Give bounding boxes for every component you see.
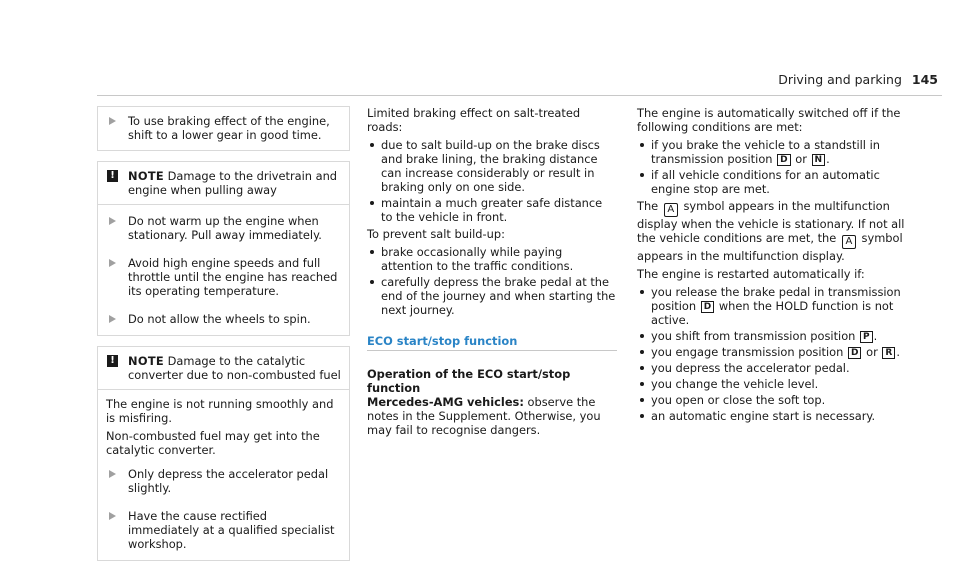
- column-left: [97, 106, 350, 561]
- gear-p-icon: P: [860, 331, 873, 343]
- warning-icon: !: [107, 170, 118, 182]
- arrow-icon: [109, 217, 116, 225]
- list-item: if you brake the vehicle to a standstill in transmission position D or N .: [637, 138, 917, 166]
- step-text: Have the cause rectified immediately at a qualified specialist workshop.: [128, 509, 335, 551]
- step-text: Only depress the accelerator pedal slightly.: [128, 467, 329, 495]
- note: [106, 169, 341, 197]
- note-steps: [98, 204, 349, 335]
- column-right: [637, 106, 917, 426]
- sub-heading: Operation of the ECO start/stop function: [367, 367, 571, 395]
- note-paragraph: Non-combusted fuel may get into the catalytic converter.: [106, 429, 320, 457]
- note-text: Damage to the drivetrain and engine when pulling away: [128, 169, 338, 197]
- bullet-list: [637, 285, 917, 423]
- bullet-list: [367, 138, 617, 224]
- instruction-step: [106, 214, 341, 242]
- note-box-catalytic: [97, 346, 350, 561]
- gear-n-icon: N: [812, 154, 826, 166]
- arrow-icon: [109, 259, 116, 267]
- list-item: if all vehicle conditions for an automatic engine stop are met.: [637, 168, 917, 196]
- list-item: maintain a much greater safe distance to the vehicle in front.: [367, 196, 617, 224]
- gear-d-icon: D: [701, 301, 714, 313]
- list-item: carefully depress the brake pedal at the end of the journey and when starting the next journey.: [367, 275, 617, 317]
- paragraph: Limited braking effect on salt-treated roads:: [367, 106, 581, 134]
- header-divider: [97, 95, 942, 96]
- section-heading: [367, 334, 617, 351]
- step-text: To use braking effect of the engine, shift to a lower gear in good time.: [128, 114, 330, 142]
- bullet-list: [367, 245, 617, 317]
- list-item: you change the vehicle level.: [637, 377, 917, 391]
- gear-d-icon: D: [777, 154, 790, 166]
- paragraph: To prevent salt build-up:: [367, 227, 505, 241]
- arrow-icon: [109, 470, 116, 478]
- note-header: [98, 347, 349, 389]
- warning-icon: !: [107, 355, 118, 367]
- arrow-icon: [109, 117, 116, 125]
- list-item: you shift from transmission position P .: [637, 329, 917, 343]
- section-title: ECO start/stop function: [367, 334, 518, 348]
- paragraph: The A symbol appears in the multifunction display when the vehicle is stationary. If not all the vehicle conditions are met, the A symbol appears in the multifunction display.: [637, 199, 905, 263]
- note-label: NOTE: [128, 169, 164, 183]
- paragraph: The engine is restarted automatically if:: [637, 267, 865, 281]
- header-section: Driving and parking: [778, 72, 902, 87]
- list-item: you release the brake pedal in transmission position D when the HOLD function is not active.: [637, 285, 917, 327]
- note-text: Damage to the catalytic converter due to non-combusted fuel: [128, 354, 341, 382]
- instruction-step: [106, 509, 341, 551]
- arrow-icon: [109, 315, 116, 323]
- page-header: [778, 73, 938, 87]
- gear-r-icon: R: [882, 347, 895, 359]
- note-paragraph: The engine is not running smoothly and is misfiring.: [106, 397, 334, 425]
- list-item: brake occasionally while paying attention to the traffic conditions.: [367, 245, 617, 273]
- step-text: Do not warm up the engine when stationary. Pull away immediately.: [128, 214, 322, 242]
- gear-d-icon: D: [848, 347, 861, 359]
- amg-text: observe the notes in the Supplement. Otherwise, you may fail to recognise dangers.: [367, 395, 601, 437]
- page-number: 145: [911, 72, 938, 87]
- list-item: an automatic engine start is necessary.: [637, 409, 917, 423]
- note-box-drivetrain: [97, 161, 350, 336]
- list-item: you open or close the soft top.: [637, 393, 917, 407]
- instruction-step: [106, 467, 341, 495]
- instruction-step: [106, 256, 341, 298]
- note-header: [98, 162, 349, 204]
- note: [106, 354, 341, 382]
- list-item: you engage transmission position D or R .: [637, 345, 917, 359]
- eco-start-stop-icon: A: [842, 235, 856, 249]
- box-row: [98, 107, 349, 150]
- step-text: Do not allow the wheels to spin.: [128, 312, 311, 326]
- instruction-step: [106, 312, 341, 326]
- note-body: [98, 389, 349, 560]
- instruction-box: [97, 106, 350, 151]
- list-item: you depress the accelerator pedal.: [637, 361, 917, 375]
- instruction-step: [106, 114, 341, 142]
- arrow-icon: [109, 512, 116, 520]
- subsection: [367, 367, 617, 437]
- note-label: NOTE: [128, 354, 164, 368]
- amg-label: Mercedes-AMG vehicles:: [367, 395, 524, 409]
- list-item: due to salt build-up on the brake discs and brake lining, the braking distance can increase considerably or result in braking only on one side.: [367, 138, 617, 194]
- column-middle: [367, 106, 617, 437]
- step-text: Avoid high engine speeds and full throttle until the engine has reached its operating temperature.: [128, 256, 338, 298]
- bullet-list: [637, 138, 917, 196]
- eco-start-stop-icon: A: [664, 203, 678, 217]
- paragraph: The engine is automatically switched off if the following conditions are met:: [637, 106, 901, 134]
